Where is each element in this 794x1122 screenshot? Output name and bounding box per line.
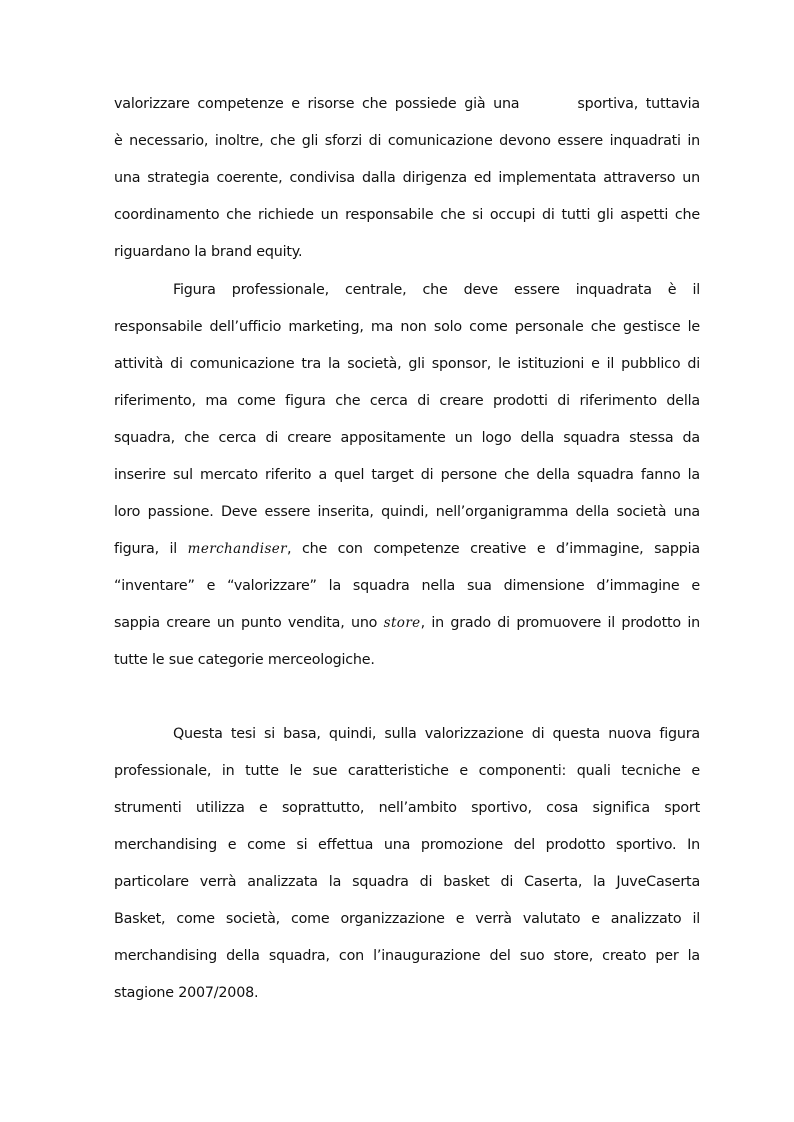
text-line: squadra, che cerca di creare appositamente un logo della squadra stessa da [114, 430, 700, 446]
text-line: particolare verrà analizzata la squadra di basket di Caserta, la JuveCaserta [114, 874, 700, 890]
text-line: responsabile dell’ufficio marketing, ma non solo come personale che gestisce le [114, 319, 700, 335]
text-line: riferimento, ma come figura che cerca di creare prodotti di riferimento della [114, 393, 700, 409]
text-line: strumenti utilizza e soprattutto, nell’ambito sportivo, cosa significa sport [114, 800, 700, 816]
text-line: valorizzare competenze e risorse che possiede già una sportiva, tuttavia [114, 96, 700, 112]
text-line: merchandising e come si effettua una promozione del prodotto sportivo. In [114, 837, 700, 853]
italic-term-store: store [383, 615, 421, 631]
italic-term-merchandiser: merchandiser [187, 541, 288, 557]
text-line: Basket, come società, come organizzazione e verrà valutato e analizzato il [114, 911, 700, 927]
text-line: loro passione. Deve essere inserita, quindi, nell’organigramma della società una [114, 504, 700, 520]
text-line: sappia creare un punto vendita, uno store, in grado di promuovere il prodotto in [114, 615, 700, 631]
text-line: figura, il merchandiser, che con competenze creative e d’immagine, sappia [114, 541, 700, 557]
text-line: inserire sul mercato riferito a quel target di persone che della squadra fanno la [114, 467, 700, 483]
text-line: riguardano la brand equity. [114, 244, 303, 260]
text-line: è necessario, inoltre, che gli sforzi di comunicazione devono essere inquadrati in [114, 133, 700, 149]
text-line: Questa tesi si basa, quindi, sulla valorizzazione di questa nuova figura [173, 726, 700, 742]
text-line: Figura professionale, centrale, che deve essere inquadrata è il [173, 282, 700, 298]
text-line: stagione 2007/2008. [114, 985, 259, 1001]
text-line: merchandising della squadra, con l’inaugurazione del suo store, creato per la [114, 948, 700, 964]
text-line: professionale, in tutte le sue caratteristiche e componenti: quali tecniche e [114, 763, 700, 779]
text-line: attività di comunicazione tra la società, gli sponsor, le istituzioni e il pubblico di [114, 356, 700, 372]
text-line: tutte le sue categorie merceologiche. [114, 652, 375, 668]
text-line: coordinamento che richiede un responsabile che si occupi di tutti gli aspetti che [114, 207, 700, 223]
text-line: una strategia coerente, condivisa dalla dirigenza ed implementata attraverso un [114, 170, 700, 186]
text-line: “inventare” e “valorizzare” la squadra nella sua dimensione d’immagine e [114, 578, 700, 594]
